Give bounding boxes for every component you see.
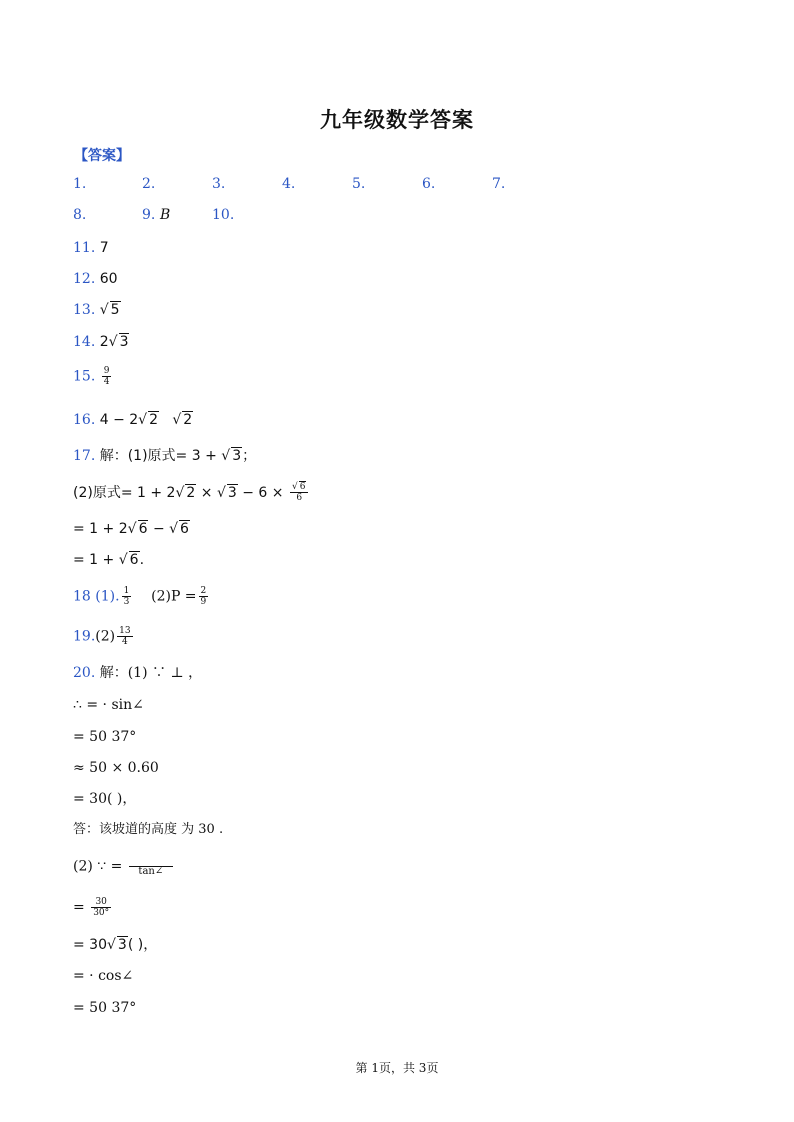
answer-17-line-3: = 1 + 2√ 6 − √ 6	[73, 521, 189, 537]
fraction: tan∠	[129, 856, 173, 877]
answer-20-line-2: ∴ = · sin∠	[73, 697, 144, 713]
fraction: $\frac{√ 6}{6}$	[290, 482, 308, 503]
mc-item: 8.	[73, 207, 87, 223]
mc-answer: B	[160, 207, 171, 223]
answer-12: 12. 60	[73, 271, 118, 287]
answer-20-line-9: = 30√ 3( )，	[73, 937, 158, 953]
answer-tag: 【答案】	[74, 148, 130, 164]
answer-17-line-2: (2)原式= 1 + 2√ 2 × √ 3 − 6 × $\frac{√ 6}{6}$	[73, 482, 310, 503]
page-title: 九年级数学答案	[320, 107, 474, 132]
page-footer: 第 1页，共 3页	[355, 1061, 439, 1075]
answer-20-line-4: ≈ 50 × 0.60	[73, 760, 159, 776]
answer-13: 13. √ 5	[73, 302, 120, 318]
fraction: $\frac{13}{4}$	[119, 626, 131, 647]
answer-20-line-7: (2) ∵ = tan∠	[73, 856, 175, 877]
answer-11: 11. 7	[73, 240, 109, 256]
fraction: $\frac{2}{9}$	[200, 586, 207, 607]
answer-14: 14. 2√ 3	[73, 334, 129, 350]
answer-20-line-6: 答：该坡道的高度 为 30 .	[73, 822, 224, 837]
answer-20-line-3: = 50 37°	[73, 729, 137, 745]
answer-20-line-8: = $\frac{30}{30^\circ}$	[73, 897, 110, 918]
mc-item: 4.	[282, 176, 296, 192]
answer-19: 19.(2) $\frac{13}{4}$	[73, 626, 131, 647]
answer-15: 15. $\frac{9}{4}$	[73, 366, 110, 387]
mc-item: 5.	[352, 176, 366, 192]
answer-18: 18 (1). $\frac{1}{3}$ (2)P = $\frac{2}{9}$	[73, 586, 207, 607]
mc-item: 2.	[142, 176, 156, 192]
answer-17-line-4: = 1 + √ 6.	[73, 552, 145, 568]
answer-20-line-1: 20. 解：(1) ∵ ⊥ ，	[73, 665, 203, 681]
fraction: $\frac{9}{4}$	[103, 366, 110, 387]
mc-item: 7.	[492, 176, 506, 192]
answer-20-line-5: = 30( )，	[73, 791, 137, 807]
answer-16: 16. 4 − 2√ 2 √ 2	[73, 412, 193, 428]
answer-20-line-11: = 50 37°	[73, 1000, 137, 1016]
fraction: $\frac{1}{3}$	[123, 586, 130, 607]
fraction: $\frac{30}{30^\circ}$	[93, 897, 110, 918]
mc-item: 10.	[212, 207, 235, 223]
answer-17-line-1: 17. 解：(1)原式= 3 + √ 3；	[73, 448, 257, 464]
mc-item: 1.	[73, 176, 87, 192]
mc-item: 9.	[142, 207, 156, 223]
mc-item: 3.	[212, 176, 226, 192]
mc-item: 6.	[422, 176, 436, 192]
answer-20-line-10: = · cos∠	[73, 968, 134, 984]
